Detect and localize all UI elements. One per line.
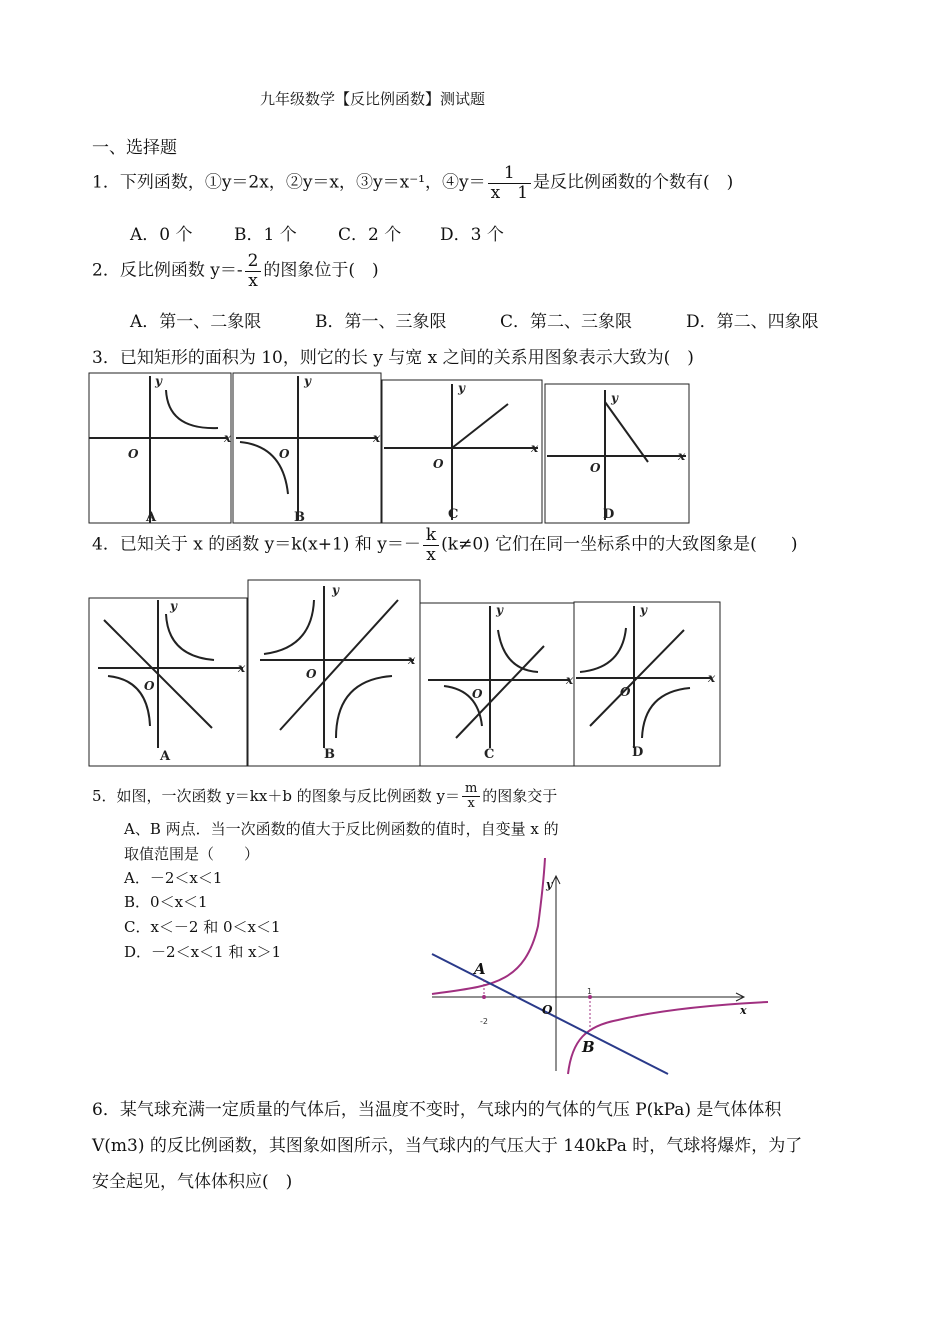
q3-fig-c-origin: O — [433, 457, 444, 471]
q3-fig-b-label: B — [294, 510, 305, 525]
q3-fig-a-origin: O — [128, 447, 139, 461]
q1-tail: 是反比例函数的个数有( ) — [533, 172, 734, 193]
q5-lead: 5．如图，一次函数 y＝kx＋b 的图象与反比例函数 y＝ — [92, 786, 460, 805]
question-2 — [92, 252, 379, 290]
q6-line-3: 安全起见，气体体积应( ) — [92, 1172, 293, 1192]
q5-y-label: y — [546, 878, 553, 891]
q3-fig-b-origin: O — [279, 447, 290, 461]
question-1 — [92, 164, 733, 202]
q4-fig-c-line — [456, 646, 544, 738]
q4-fig-d-origin: O — [620, 685, 631, 699]
q4-frac-num: k — [423, 526, 439, 546]
q5-tick-neg2-mark — [482, 995, 486, 999]
q4-fig-c-x-label: x — [566, 673, 574, 687]
q2-lead: 2．反比例函数 y＝- — [92, 260, 243, 281]
q4-fig-c-curve-1 — [498, 630, 538, 672]
q6-line-1: 6．某气球充满一定质量的气体后，当温度不变时，气球内的气体的气压 P(kPa) 是气体体积 — [92, 1100, 782, 1120]
q4-tail: (k≠0) 它们在同一坐标系中的大致图象是( ) — [441, 534, 798, 555]
q3-fig-a-x-label: x — [224, 431, 232, 445]
question-5 — [92, 782, 557, 812]
question-3: 3．已知矩形的面积为 10，则它的长 y 与宽 x 之间的关系用图象表示大致为( ) — [92, 348, 694, 368]
q3-fig-b-frame — [233, 373, 381, 523]
q2-fraction — [245, 252, 262, 290]
q3-fig-d-label: D — [603, 507, 615, 522]
q1-option-b: B．1 个 — [234, 225, 297, 245]
q2-option-b: B．第一、三象限 — [315, 312, 447, 332]
q4-fig-d-curve-2 — [642, 688, 690, 738]
q4-fig-b-line — [280, 600, 398, 730]
q2-frac-den: x — [248, 270, 258, 291]
q6-line-2: V(m3) 的反比例函数，其图象如图所示，当气球内的气压大于 140kPa 时，气球将爆炸，为了 — [92, 1136, 803, 1156]
q4-fig-b-curve-1 — [264, 600, 314, 654]
q5-line-3: 取值范围是（ ） — [124, 845, 260, 863]
q3-fig-c-label: C — [448, 507, 459, 522]
q3-fig-d-line — [605, 402, 648, 462]
q5-line-2: A、B 两点．当一次函数的值大于反比例函数的值时，自变量 x 的 — [124, 820, 559, 838]
page-title: 九年级数学【反比例函数】测试题 — [260, 90, 486, 108]
q4-fig-a-y-label: y — [170, 599, 177, 613]
q5-graph — [428, 856, 773, 1076]
q5-tick-neg2: -2 — [480, 1017, 488, 1026]
q4-fig-b-label: B — [324, 747, 335, 762]
q4-fig-b-curve-2 — [336, 676, 392, 738]
q5-tick-1: 1 — [587, 987, 593, 996]
q5-option-a: A．－2＜x＜1 — [124, 869, 223, 887]
q4-fig-a-label: A — [160, 749, 171, 764]
q5-point-b: B — [582, 1038, 595, 1056]
q2-option-c: C．第二、三象限 — [500, 312, 633, 332]
q4-fraction — [423, 526, 439, 564]
q1-option-a: A．0 个 — [130, 225, 193, 245]
q3-fig-a-curve — [166, 390, 218, 428]
q1-fraction — [488, 164, 531, 202]
q5-origin: O — [542, 1003, 553, 1017]
q3-fig-c-x-label: x — [531, 441, 539, 455]
q4-fig-b-frame — [248, 580, 420, 766]
q4-lead: 4．已知关于 x 的函数 y＝k(x+1) 和 y＝－ — [92, 534, 421, 555]
q2-option-d: D．第二、四象限 — [686, 312, 819, 332]
q4-figures — [88, 578, 728, 768]
q5-hyperbola-branch-1 — [432, 858, 545, 994]
section-heading: 一、选择题 — [92, 138, 177, 158]
q3-fig-d-origin: O — [590, 461, 601, 475]
q4-fig-d-y-label: y — [640, 603, 647, 617]
q3-figures — [88, 370, 692, 526]
q4-fig-c-label: C — [484, 747, 495, 762]
q5-frac-num: m — [462, 782, 480, 797]
q3-fig-a-label: A — [146, 510, 157, 525]
q4-fig-a-x-label: x — [238, 661, 246, 675]
q1-lead: 1．下列函数，①y＝2x，②y＝x，③y＝x⁻¹，④y＝ — [92, 172, 486, 193]
q3-fig-d-x-label: x — [678, 449, 686, 463]
q4-fig-c-y-label: y — [496, 603, 503, 617]
q4-fig-b-y-label: y — [332, 583, 339, 597]
q4-fig-a-curve-1 — [166, 614, 214, 660]
q3-fig-d-y-label: y — [611, 391, 618, 405]
question-4 — [92, 526, 797, 564]
q1-frac-den: x 1 — [490, 182, 529, 203]
q3-fig-b-x-label: x — [373, 431, 381, 445]
q4-fig-a-origin: O — [144, 679, 155, 693]
q2-option-a: A．第一、二象限 — [130, 312, 262, 332]
q4-fig-d-label: D — [632, 745, 644, 760]
q4-fig-b-origin: O — [306, 667, 317, 681]
q5-option-c: C．x＜－2 和 0＜x＜1 — [124, 918, 281, 936]
q3-fig-a-frame — [89, 373, 231, 523]
q2-tail: 的图象位于( ) — [263, 260, 379, 281]
q5-option-d: D．－2＜x＜1 和 x＞1 — [124, 943, 282, 961]
q3-fig-b-y-label: y — [304, 374, 311, 388]
q2-frac-num: 2 — [245, 252, 262, 272]
q3-fig-c-line — [452, 404, 508, 448]
q5-point-a: A — [474, 960, 486, 978]
q3-fig-c-y-label: y — [458, 381, 465, 395]
q1-option-d: D．3 个 — [440, 225, 504, 245]
q3-fig-c-frame — [382, 380, 542, 523]
q4-fig-c-origin: O — [472, 687, 483, 701]
q4-fig-d-frame — [574, 602, 720, 766]
q4-fig-c-frame — [420, 603, 574, 766]
q5-frac-den: x — [467, 796, 475, 812]
q3-fig-a-y-label: y — [155, 374, 162, 388]
q5-tail: 的图象交于 — [482, 786, 558, 805]
q4-frac-den: x — [426, 544, 436, 565]
q5-fraction — [462, 782, 480, 812]
q4-fig-b-x-label: x — [408, 653, 416, 667]
q4-fig-d-curve-1 — [580, 628, 626, 672]
q1-option-c: C．2 个 — [338, 225, 402, 245]
q4-fig-d-x-label: x — [708, 671, 716, 685]
q5-option-b: B．0＜x＜1 — [124, 893, 208, 911]
q5-x-label: x — [740, 1004, 747, 1017]
q1-frac-num: 1 — [488, 164, 531, 184]
